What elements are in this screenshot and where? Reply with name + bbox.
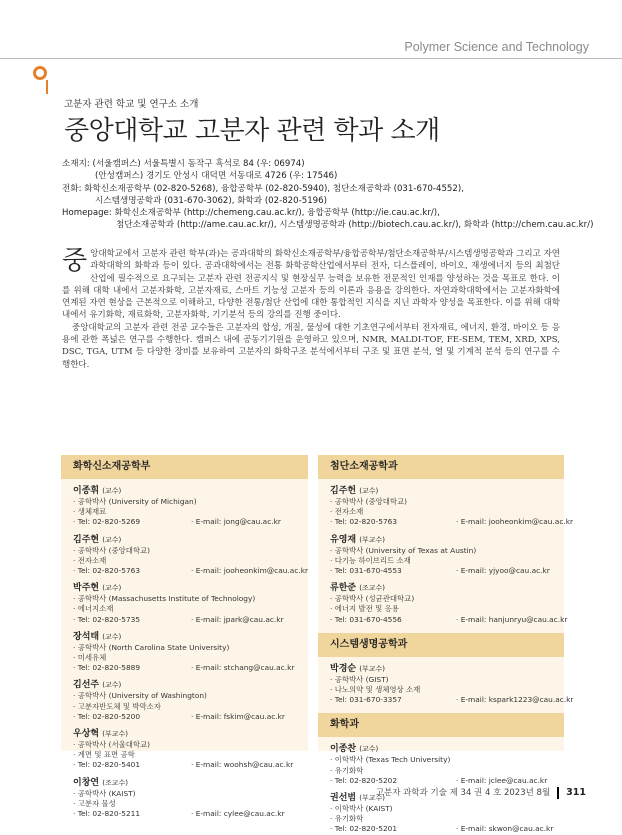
professor-entry	[73, 485, 308, 528]
homepage-line-2: 첨단소재공학과 (http://ame.cau.ac.kr/), 시스템생명공학과 (http://biotech.cau.ac.kr/), 화학과 (http://chem.cau.ac.kr/)	[116, 220, 594, 231]
professor-list	[318, 663, 574, 706]
professor-email: · E-mail: kspark1223@cau.ac.kr	[456, 695, 574, 705]
contact-info	[62, 158, 592, 232]
professor-entry	[73, 631, 308, 674]
paragraph-1	[62, 248, 560, 322]
professor-degree: · 공학박사 (Massachusetts Institute of Technology)	[73, 594, 256, 604]
header-divider	[0, 58, 622, 59]
professor-email: · E-mail: cylee@cau.ac.kr	[191, 809, 285, 819]
professor-degree: · 공학박사 (중앙대학교)	[73, 545, 151, 555]
professor-name-text: 김주현	[73, 534, 100, 545]
phone-line-1: 전화: 화학신소재공학부 (02-820-5268), 융합공학부 (02-820-5940), 첨단소재공학과 (031-670-4552),	[62, 183, 464, 194]
professor-tel: · Tel: 031-670-4553	[330, 566, 402, 576]
professor-contact	[330, 566, 564, 576]
professor-name	[73, 728, 308, 740]
professor-name	[330, 534, 564, 546]
professor-rank: (교수)	[102, 487, 122, 495]
professor-field: · 유기화학	[330, 814, 364, 824]
professor-contact	[73, 517, 308, 527]
address-line-2: (안성캠퍼스) 경기도 안성시 대덕면 서동대로 4726 (우: 17546)	[95, 171, 338, 182]
professor-entry	[330, 534, 564, 577]
professor-field: · 유기화학	[330, 765, 364, 775]
professor-rank: (교수)	[102, 584, 122, 593]
professor-email: · E-mail: jooheonkim@cau.ac.kr	[191, 566, 309, 576]
professor-list	[61, 485, 308, 819]
left-column-box	[61, 455, 309, 819]
circle-marker-icon	[33, 66, 47, 80]
professor-tel: · Tel: 02-820-5200	[73, 711, 141, 721]
professor-entry	[330, 663, 574, 706]
professor-field: · 미세유체	[73, 653, 107, 663]
professor-field: · 계면 및 표면 공학	[73, 750, 135, 760]
professor-tel: · Tel: 02-820-5211	[73, 809, 141, 819]
professor-field: · 전자소재	[330, 507, 364, 517]
address-line-1: 소재지: (서울캠퍼스) 서울특별시 동작구 흑석로 84 (우: 06974)	[62, 159, 305, 169]
professor-tel: · Tel: 02-820-5269	[73, 517, 141, 527]
professor-tel: · Tel: 02-820-5735	[73, 614, 141, 624]
circle-marker-stem	[46, 80, 48, 94]
professor-rank: (조교수)	[359, 584, 385, 593]
professor-contact	[330, 776, 564, 786]
professor-rank: (교수)	[359, 745, 379, 754]
professor-email: · E-mail: jong@cau.ac.kr	[191, 517, 281, 527]
professor-field: · 에너지 발전 및 응용	[330, 604, 399, 614]
page-footer	[376, 786, 586, 799]
professor-name	[330, 663, 564, 675]
professor-entry	[330, 743, 564, 786]
body-text	[62, 248, 560, 371]
professor-field: · 나노의약 및 생체영상 소재	[330, 685, 421, 695]
professor-contact	[73, 663, 308, 673]
professor-name-text: 김선주	[73, 680, 100, 691]
phone-line-2: 시스템생명공학과 (031-670-3062), 화학과 (02-820-5196)	[95, 195, 327, 206]
professor-field: · 전자소재	[73, 555, 107, 565]
section-header-advanced-materials: 첨단소재공학과	[318, 455, 564, 479]
professor-contact	[330, 695, 574, 705]
professor-name-text: 류한준	[330, 583, 357, 594]
professor-name	[330, 582, 564, 594]
professor-name-text: 우상혁	[73, 729, 100, 740]
professor-name	[73, 485, 308, 497]
professor-name	[330, 743, 564, 755]
professor-contact	[330, 517, 574, 527]
professor-degree: · 공학박사 (GIST)	[330, 674, 389, 684]
professor-entry	[73, 679, 308, 722]
professor-field: · 생체재료	[73, 507, 107, 517]
homepage-line-1: Homepage: 화학신소재공학부 (http://chemeng.cau.ac.kr/), 융합공학부 (http://ie.cau.ac.kr/),	[62, 208, 440, 219]
professor-degree: · 공학박사 (University of Michigan)	[73, 497, 197, 506]
professor-tel: · Tel: 02-820-5763	[330, 517, 398, 527]
professor-name	[73, 679, 308, 691]
professor-degree: · 공학박사 (University of Texas at Austin)	[330, 545, 477, 555]
professor-entry	[73, 534, 308, 577]
professor-degree: · 이학박사 (KAIST)	[330, 804, 393, 814]
professor-rank: (교수)	[102, 535, 122, 544]
professor-name-text: 이창연	[73, 777, 100, 788]
professor-name	[330, 485, 564, 497]
section-kicker: 고분자 관련 학교 및 연구소 소개	[64, 99, 199, 110]
professor-tel: · Tel: 031-670-4556	[330, 614, 402, 624]
professor-entry	[73, 728, 308, 771]
professor-field: · 고분자반도체 및 박막소자	[73, 701, 161, 711]
professor-degree: · 공학박사 (University of Washington)	[73, 691, 207, 701]
professor-name-text: 이종휘	[73, 486, 100, 496]
journal-citation: 고분자 과학과 기술 제 34 권 4 호 2023년 8월	[375, 788, 551, 798]
professor-email: · E-mail: skwon@cau.ac.kr	[456, 824, 554, 834]
professor-email: · E-mail: jclee@cau.ac.kr	[456, 775, 548, 785]
professor-contact	[73, 712, 308, 722]
professor-entry	[330, 582, 568, 625]
professor-contact	[330, 614, 568, 625]
professor-email: · E-mail: stchang@cau.ac.kr	[191, 663, 295, 673]
professor-name-text: 김주헌	[330, 486, 357, 496]
footer-divider	[557, 787, 559, 799]
professor-contact	[73, 615, 308, 625]
professor-email: · E-mail: fskim@cau.ac.kr	[191, 711, 285, 721]
professor-degree: · 이학박사 (Texas Tech University)	[330, 755, 451, 765]
professor-tel: · Tel: 02-820-5889	[73, 663, 141, 673]
professor-tel: · Tel: 02-820-5202	[330, 775, 398, 785]
professor-contact	[73, 566, 308, 576]
professor-email: · E-mail: jooheonkim@cau.ac.kr	[456, 517, 574, 527]
professor-tel: · Tel: 02-820-5201	[330, 824, 398, 834]
professor-name-text: 장석태	[73, 631, 100, 642]
professor-name-text: 이종찬	[330, 744, 357, 755]
professor-rank: (교수)	[102, 632, 122, 641]
professor-email: · E-mail: hanjunryu@cau.ac.kr	[456, 614, 568, 624]
professor-name-text: 박경순	[330, 663, 357, 674]
professor-email: · E-mail: jpark@cau.ac.kr	[191, 614, 284, 624]
professor-field: · 다기능 하이브리드 소재	[330, 555, 411, 565]
professor-degree: · 공학박사 (North Carolina State University)	[73, 642, 230, 652]
professor-degree: · 공학박사 (KAIST)	[73, 788, 136, 798]
journal-header: Polymer Science and Technology	[404, 40, 589, 54]
professor-name-text: 유영재	[330, 534, 357, 545]
professor-entry	[73, 582, 308, 625]
professor-rank: (교수)	[359, 487, 379, 495]
paragraph-1-text: 앙대학교에서 고분자 관련 학부(과)는 공과대학의 화학신소재공학부/융합공학부/첨단소재공학부/시스템생명공학과 그리고 자연과학대학의 화학과 등이 있다. 공과대학에서는 전통 화학공학산업에서부터 전자, 디스플레이, 바이오, 재생에너지 등의 최첨단산업에 필수적으로 요구되는 고분자 관련 전공지식 및 현장실무 능력을 보유한 전문적인 인재를 양성하는 것을 목표로 한다. 이를 위해 대학 내에서 고분자화학, 고분자재료, 스마트 기능성 고분자 등의 이론과 응용을 강의한다. 자연과학대학에서는 고분자화학에 연계된 자연 현상을 근본적으로 이해하고, 다양한 전통/첨단 산업에 대한 통합적인 지식을 지닌 과학자 양성을 목표한다. 이를 위해 대학 내에서 유기화학, 재료화학, 고분자화학, 기기분석 등의 강의를 진행 중이다.	[62, 249, 560, 321]
professor-rank: (부교수)	[359, 535, 385, 544]
professor-entry	[73, 777, 308, 820]
professor-list	[318, 485, 574, 625]
section-header-chemistry: 화학과	[318, 713, 564, 737]
professor-name	[73, 534, 308, 546]
professor-rank: (부교수)	[359, 664, 385, 673]
professor-tel: · Tel: 02-820-5763	[73, 566, 141, 576]
professor-name	[73, 582, 308, 594]
professor-tel: · Tel: 031-670-3357	[330, 695, 402, 705]
professor-field: · 에너지소재	[73, 604, 114, 614]
drop-cap: 중	[62, 246, 88, 276]
professor-name-text: 박주현	[73, 583, 100, 594]
section-header-chem-materials: 화학신소재공학부	[61, 455, 308, 479]
professor-name-text: 권선범	[330, 793, 357, 804]
professor-rank: (부교수)	[102, 730, 128, 739]
professor-rank: (교수)	[102, 681, 122, 690]
professor-contact	[73, 809, 308, 819]
professor-contact	[73, 760, 308, 770]
professor-degree: · 공학박사 (중앙대학교)	[330, 497, 408, 506]
professor-field: · 고분자 물성	[73, 798, 116, 808]
professor-name	[73, 777, 308, 789]
page-number: 311	[566, 787, 586, 798]
professor-rank: (부교수)	[359, 794, 385, 803]
professor-rank: (조교수)	[102, 778, 128, 787]
professor-email: · E-mail: woohsh@cau.ac.kr	[191, 760, 294, 770]
professor-tel: · Tel: 02-820-5401	[73, 760, 141, 770]
professor-degree: · 공학박사 (성균관대학교)	[330, 594, 415, 604]
professor-degree: · 공학박사 (서울대학교)	[73, 740, 151, 750]
page-title: 중앙대학교 고분자 관련 학과 소개	[64, 116, 440, 146]
professor-email: · E-mail: yjyoo@cau.ac.kr	[456, 566, 550, 576]
paragraph-2: 중앙대학교의 고분자 관련 전공 교수들은 고분자의 합성, 개질, 물성에 대한 기초연구에서부터 전자재료, 에너지, 환경, 바이오 등 응용에 관한 폭넓은 연구를 수행한다. 캠퍼스 내에 공동기기원을 운영하고 있으며, NMR, MALDI-TOF, FE-SEM, TEM, XRD, XPS, DSC, TGA, UTM 등 다양한 장비를 보유하여 고분자의 화학구조 분석에서부터 구조 및 표면 분석, 열 및 기계적 분석 등의 연구를 수행한다.	[62, 322, 560, 370]
section-header-systems-biotech: 시스템생명공학과	[318, 633, 564, 657]
professor-name	[73, 631, 308, 643]
professor-entry	[330, 485, 574, 528]
